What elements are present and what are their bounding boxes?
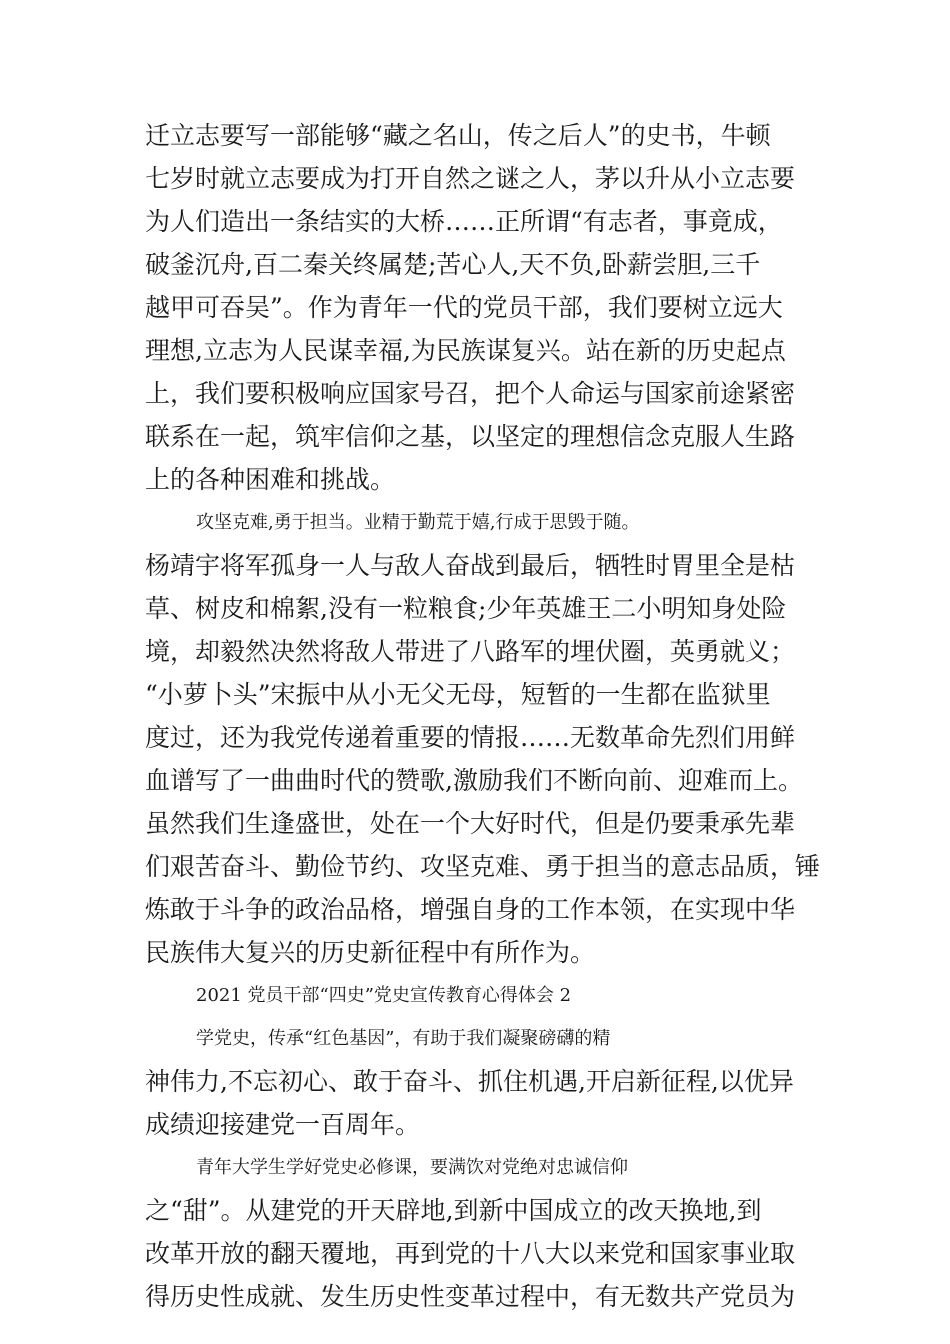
paragraph-line: 迁立志要写一部能够“藏之名山，传之后人”的史书，牛顿 <box>145 121 771 150</box>
paragraph-line: 之“甜”。从建党的开天辟地,到新中国成立的改天换地,到 <box>145 1196 762 1225</box>
paragraph-line: 得历史性成就、发生历史性变革过程中，有无数共产党员为 <box>145 1282 796 1311</box>
paragraph-line: 联系在一起，筑牢信仰之基，以坚定的理想信念克服人生路 <box>145 422 796 451</box>
paragraph-line: 上，我们要积极响应国家号召，把个人命运与国家前途紧密 <box>145 379 796 408</box>
paragraph-line: 为人们造出一条结实的大桥……正所谓“有志者，事竟成， <box>145 207 783 236</box>
paragraph-line: 理想,立志为人民谋幸福,为民族谋复兴。站在新的历史起点 <box>145 336 786 365</box>
paragraph-line: 境，却毅然决然将敌人带进了八路军的埋伏圈，英勇就义； <box>145 637 796 666</box>
paragraph-line: 改革开放的翻天覆地，再到党的十八大以来党和国家事业取 <box>145 1239 796 1268</box>
paragraph-line: 民族伟大复兴的历史新征程中有所作为。 <box>145 938 596 967</box>
paragraph-line: “小萝卜头”宋振中从小无父无母，短暂的一生都在监狱里 <box>145 680 771 709</box>
paragraph-line: 炼敢于斗争的政治品格，增强自身的工作本领，在实现中华 <box>145 895 796 924</box>
paragraph-line: 青年大学生学好党史必修课，要满饮对党绝对忠诚信仰 <box>196 1157 628 1178</box>
paragraph-line: 学党史，传承“红色基因”，有助于我们凝聚磅礴的精 <box>196 1028 611 1049</box>
paragraph-line: 们艰苦奋斗、勤俭节约、攻坚克难、勇于担当的意志品质，锤 <box>145 852 821 881</box>
paragraph-line: 上的各种困难和挑战。 <box>145 465 396 494</box>
paragraph-line: 神伟力,不忘初心、敢于奋斗、抓住机遇,开启新征程,以优异 <box>145 1067 794 1096</box>
paragraph-line: 杨靖宇将军孤身一人与敌人奋战到最后，牺牲时胃里全是枯 <box>145 551 796 580</box>
paragraph-line: 越甲可吞吴”。作为青年一代的党员干部，我们要树立远大 <box>145 293 783 322</box>
paragraph-line: 度过，还为我党传递着重要的情报……无数革命先烈们用鲜 <box>145 723 796 752</box>
paragraph-line: 破釜沉舟,百二秦关终属楚;苦心人,天不负,卧薪尝胆,三千 <box>145 250 761 279</box>
paragraph-line: 七岁时就立志要成为打开自然之谜之人，茅以升从小立志要 <box>145 164 796 193</box>
section-heading: 2021 党员干部“四史”党史宣传教育心得体会 2 <box>196 985 572 1006</box>
paragraph-line: 虽然我们生逢盛世，处在一个大好时代，但是仍要秉承先辈 <box>145 809 796 838</box>
paragraph-line: 成绩迎接建党一百周年。 <box>145 1110 421 1139</box>
paragraph-line: 草、树皮和棉絮,没有一粒粮食;少年英雄王二小明知身处险 <box>145 594 787 623</box>
paragraph-line: 血谱写了一曲曲时代的赞歌,激励我们不断向前、迎难而上。 <box>145 766 803 795</box>
paragraph-line: 攻坚克难,勇于担当。业精于勤荒于嬉,行成于思毁于随。 <box>196 512 640 533</box>
